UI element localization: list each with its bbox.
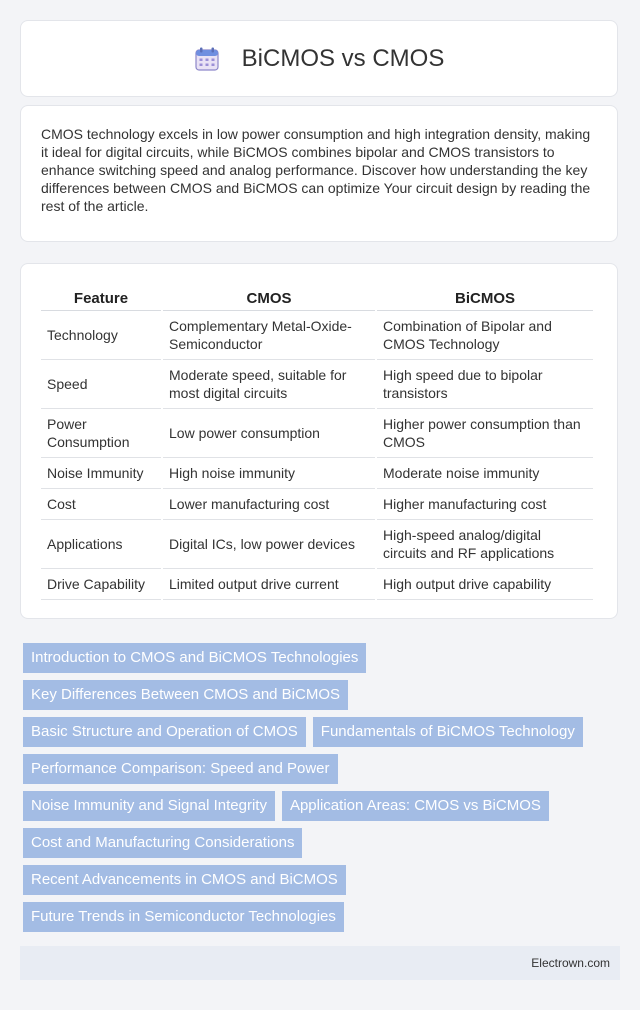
topic-tags bbox=[23, 643, 623, 939]
intro-card bbox=[20, 105, 618, 242]
row-bicmos: Higher manufacturing cost bbox=[377, 489, 593, 520]
header-cmos: CMOS bbox=[163, 284, 375, 311]
table-row bbox=[41, 409, 593, 458]
row-cmos: Moderate speed, suitable for most digital circuits bbox=[163, 360, 375, 409]
tag-cost-manufacturing[interactable]: Cost and Manufacturing Considerations bbox=[23, 828, 302, 858]
row-feature: Noise Immunity bbox=[41, 458, 161, 489]
tag-basic-structure[interactable]: Basic Structure and Operation of CMOS bbox=[23, 717, 306, 747]
row-feature: Speed bbox=[41, 360, 161, 409]
row-feature: Technology bbox=[41, 311, 161, 360]
row-bicmos: High-speed analog/digital circuits and RF applications bbox=[377, 520, 593, 569]
header-feature: Feature bbox=[41, 284, 161, 311]
row-feature: Drive Capability bbox=[41, 569, 161, 600]
row-bicmos: Combination of Bipolar and CMOS Technology bbox=[377, 311, 593, 360]
footer bbox=[20, 946, 620, 980]
tag-application-areas[interactable]: Application Areas: CMOS vs BiCMOS bbox=[282, 791, 549, 821]
table-row bbox=[41, 569, 593, 600]
tag-key-differences[interactable]: Key Differences Between CMOS and BiCMOS bbox=[23, 680, 348, 710]
row-bicmos: High output drive capability bbox=[377, 569, 593, 600]
row-feature: Power Consumption bbox=[41, 409, 161, 458]
table-row bbox=[41, 360, 593, 409]
table-row bbox=[41, 311, 593, 360]
row-feature: Applications bbox=[41, 520, 161, 569]
table-row bbox=[41, 458, 593, 489]
row-cmos: Lower manufacturing cost bbox=[163, 489, 375, 520]
row-cmos: Complementary Metal-Oxide-Semiconductor bbox=[163, 311, 375, 360]
calendar-icon bbox=[194, 46, 220, 72]
table-row bbox=[41, 489, 593, 520]
row-cmos: Limited output drive current bbox=[163, 569, 375, 600]
page-title: BiCMOS vs CMOS bbox=[241, 44, 445, 72]
row-feature: Cost bbox=[41, 489, 161, 520]
table-row bbox=[41, 520, 593, 569]
tag-fundamentals-bicmos[interactable]: Fundamentals of BiCMOS Technology bbox=[313, 717, 583, 747]
row-cmos: High noise immunity bbox=[163, 458, 375, 489]
row-bicmos: High speed due to bipolar transistors bbox=[377, 360, 593, 409]
tag-noise-immunity[interactable]: Noise Immunity and Signal Integrity bbox=[23, 791, 275, 821]
tag-introduction[interactable]: Introduction to CMOS and BiCMOS Technologies bbox=[23, 643, 366, 673]
comparison-table-card bbox=[20, 263, 618, 619]
tag-future-trends[interactable]: Future Trends in Semiconductor Technologies bbox=[23, 902, 344, 932]
footer-site[interactable]: Electrown.com bbox=[531, 956, 610, 970]
table-header-row bbox=[41, 284, 593, 311]
row-cmos: Low power consumption bbox=[163, 409, 375, 458]
intro-text: CMOS technology excels in low power consumption and high integration density, making it ideal for digital circuits, while BiCMOS combines bipolar and CMOS transistors to enhance switching speed and analog performance. Discover how understanding the key differences between CMOS and BiCMOS can optimize Your circuit design by reading the rest of the article. bbox=[41, 126, 591, 214]
tag-performance-comparison[interactable]: Performance Comparison: Speed and Power bbox=[23, 754, 338, 784]
header-bicmos: BiCMOS bbox=[377, 284, 593, 311]
row-bicmos: Higher power consumption than CMOS bbox=[377, 409, 593, 458]
header-card bbox=[20, 20, 618, 97]
tag-recent-advancements[interactable]: Recent Advancements in CMOS and BiCMOS bbox=[23, 865, 346, 895]
row-bicmos: Moderate noise immunity bbox=[377, 458, 593, 489]
comparison-table bbox=[39, 284, 595, 600]
row-cmos: Digital ICs, low power devices bbox=[163, 520, 375, 569]
